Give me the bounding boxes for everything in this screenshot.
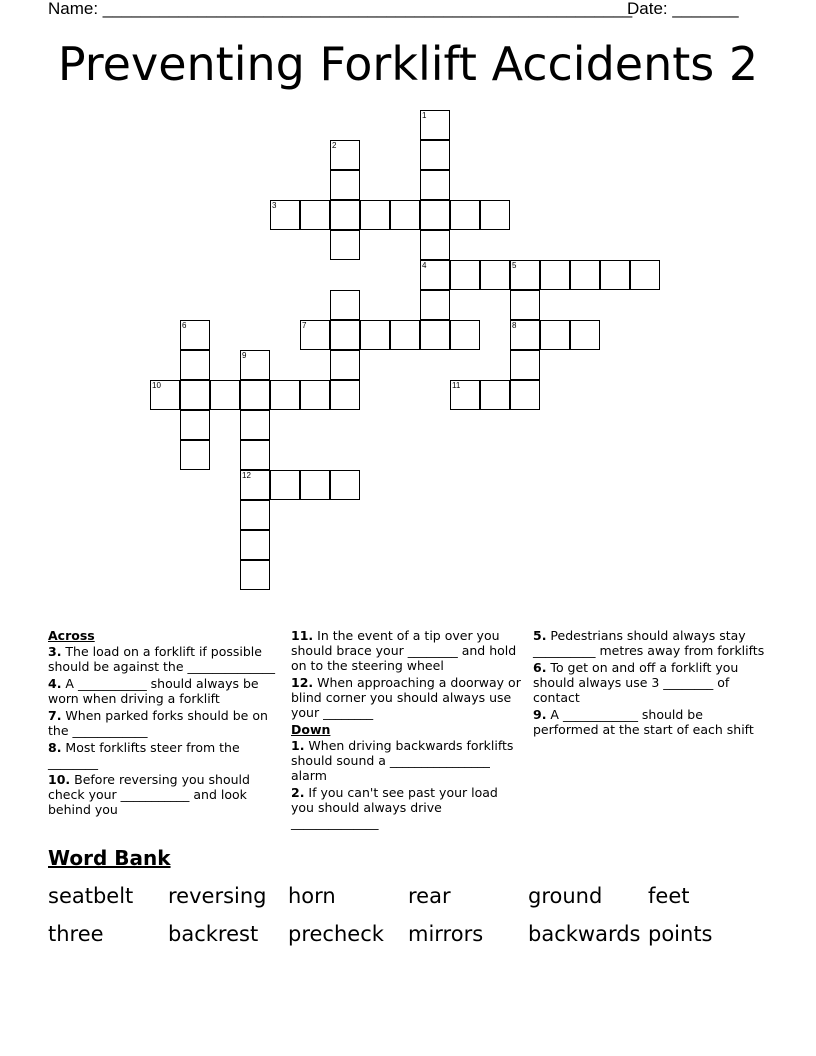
crossword-cell[interactable] <box>420 140 450 170</box>
clue-number-8: 8 <box>512 321 517 330</box>
crossword-cell[interactable] <box>330 350 360 380</box>
word-bank-item: points <box>648 922 713 946</box>
crossword-cell[interactable] <box>330 170 360 200</box>
crossword-cell[interactable] <box>300 200 330 230</box>
clue-number-1: 1 <box>422 111 427 120</box>
crossword-cell[interactable] <box>270 470 300 500</box>
crossword-cell[interactable] <box>240 380 270 410</box>
crossword-cell[interactable] <box>240 410 270 440</box>
crossword-cell[interactable] <box>570 260 600 290</box>
down-heading: Down <box>291 722 331 737</box>
crossword-cell[interactable] <box>420 200 450 230</box>
word-bank-item: backwards <box>528 922 641 946</box>
crossword-cell[interactable] <box>420 320 450 350</box>
clue-number-7: 7 <box>302 321 307 330</box>
crossword-cell[interactable] <box>330 470 360 500</box>
crossword-cell[interactable] <box>510 350 540 380</box>
crossword-cell[interactable] <box>450 200 480 230</box>
crossword-cell[interactable] <box>570 320 600 350</box>
crossword-cell[interactable] <box>330 380 360 410</box>
crossword-cell[interactable] <box>180 350 210 380</box>
crossword-cell[interactable] <box>600 260 630 290</box>
clue-down-6: 6. To get on and off a forklift you should always use 3 ________ of contact <box>533 660 739 705</box>
clue-number-4: 4 <box>422 261 427 270</box>
crossword-cell[interactable] <box>450 320 480 350</box>
across-heading: Across <box>48 628 95 643</box>
crossword-cell[interactable] <box>180 380 210 410</box>
word-bank-item: three <box>48 922 104 946</box>
word-bank-item: precheck <box>288 922 384 946</box>
clue-across-4: 4. A ___________ should always be worn when driving a forklift <box>48 676 259 706</box>
crossword-cell[interactable] <box>390 200 420 230</box>
crossword-cell[interactable] <box>510 290 540 320</box>
crossword-cell[interactable] <box>450 260 480 290</box>
crossword-cell[interactable] <box>180 410 210 440</box>
crossword-cell[interactable] <box>420 290 450 320</box>
crossword-cell[interactable] <box>360 320 390 350</box>
word-bank-item: ground <box>528 884 603 908</box>
clue-number-3: 3 <box>272 201 277 210</box>
clues-column-2 <box>291 628 523 832</box>
clue-down-2: 2. If you can't see past your load you should always drive ______________ <box>291 785 498 830</box>
word-bank-item: rear <box>408 884 451 908</box>
clue-down-1: 1. When driving backwards forklifts should sound a ________________ alarm <box>291 738 514 783</box>
word-bank-item: feet <box>648 884 690 908</box>
clue-number-6: 6 <box>182 321 187 330</box>
crossword-cell[interactable] <box>390 320 420 350</box>
crossword-cell[interactable] <box>510 380 540 410</box>
crossword-cell[interactable] <box>240 500 270 530</box>
crossword-cell[interactable] <box>240 530 270 560</box>
word-bank-item: backrest <box>168 922 259 946</box>
crossword-cell[interactable] <box>210 380 240 410</box>
crossword-cell[interactable] <box>330 200 360 230</box>
clue-number-11: 11 <box>452 381 461 390</box>
clue-down-5: 5. Pedestrians should always stay __________ metres away from forklifts <box>533 628 765 658</box>
crossword-cell[interactable] <box>360 200 390 230</box>
word-bank-title: Word Bank <box>48 846 171 870</box>
crossword-cell[interactable] <box>270 380 300 410</box>
crossword-cell[interactable] <box>300 470 330 500</box>
crossword-cell[interactable] <box>330 230 360 260</box>
page-title: Preventing Forklift Accidents 2 <box>57 37 759 91</box>
name-field-label: Name: ________________________________________________________ <box>48 0 633 18</box>
clue-number-12: 12 <box>242 471 251 480</box>
clue-across-8: 8. Most forklifts steer from the ________ <box>48 740 240 770</box>
crossword-cell[interactable] <box>630 260 660 290</box>
crossword-cell[interactable] <box>300 380 330 410</box>
clue-across-7: 7. When parked forks should be on the ____________ <box>48 708 268 738</box>
crossword-cell[interactable] <box>180 440 210 470</box>
crossword-cell[interactable] <box>240 560 270 590</box>
clue-number-5: 5 <box>512 261 517 270</box>
crossword-cell[interactable] <box>420 230 450 260</box>
clue-across-12: 12. When approaching a doorway or blind corner you should always use your ________ <box>291 675 521 720</box>
clues-column-3 <box>533 628 765 739</box>
crossword-cell[interactable] <box>480 260 510 290</box>
clue-across-10: 10. Before reversing you should check your ___________ and look behind you <box>48 772 250 817</box>
clue-across-11: 11. In the event of a tip over you should brace your ________ and hold on to the steering wheel <box>291 628 517 673</box>
clue-down-9: 9. A ____________ should be performed at the start of each shift <box>533 707 754 737</box>
word-bank-item: seatbelt <box>48 884 134 908</box>
word-bank-item: reversing <box>168 884 267 908</box>
clue-number-2: 2 <box>332 141 337 150</box>
crossword-cell[interactable] <box>480 380 510 410</box>
clue-number-10: 10 <box>152 381 161 390</box>
crossword-cell[interactable] <box>540 260 570 290</box>
clues-column-1 <box>48 628 280 819</box>
word-bank-item: mirrors <box>408 922 484 946</box>
crossword-cell[interactable] <box>330 290 360 320</box>
crossword-cell[interactable] <box>480 200 510 230</box>
clue-number-9: 9 <box>242 351 247 360</box>
crossword-cell[interactable] <box>330 320 360 350</box>
clue-across-3: 3. The load on a forklift if possible should be against the ______________ <box>48 644 276 674</box>
date-field-label: Date: _______ <box>627 0 739 18</box>
crossword-cell[interactable] <box>240 440 270 470</box>
crossword-cell[interactable] <box>420 170 450 200</box>
word-bank-item: horn <box>288 884 336 908</box>
crossword-cell[interactable] <box>540 320 570 350</box>
